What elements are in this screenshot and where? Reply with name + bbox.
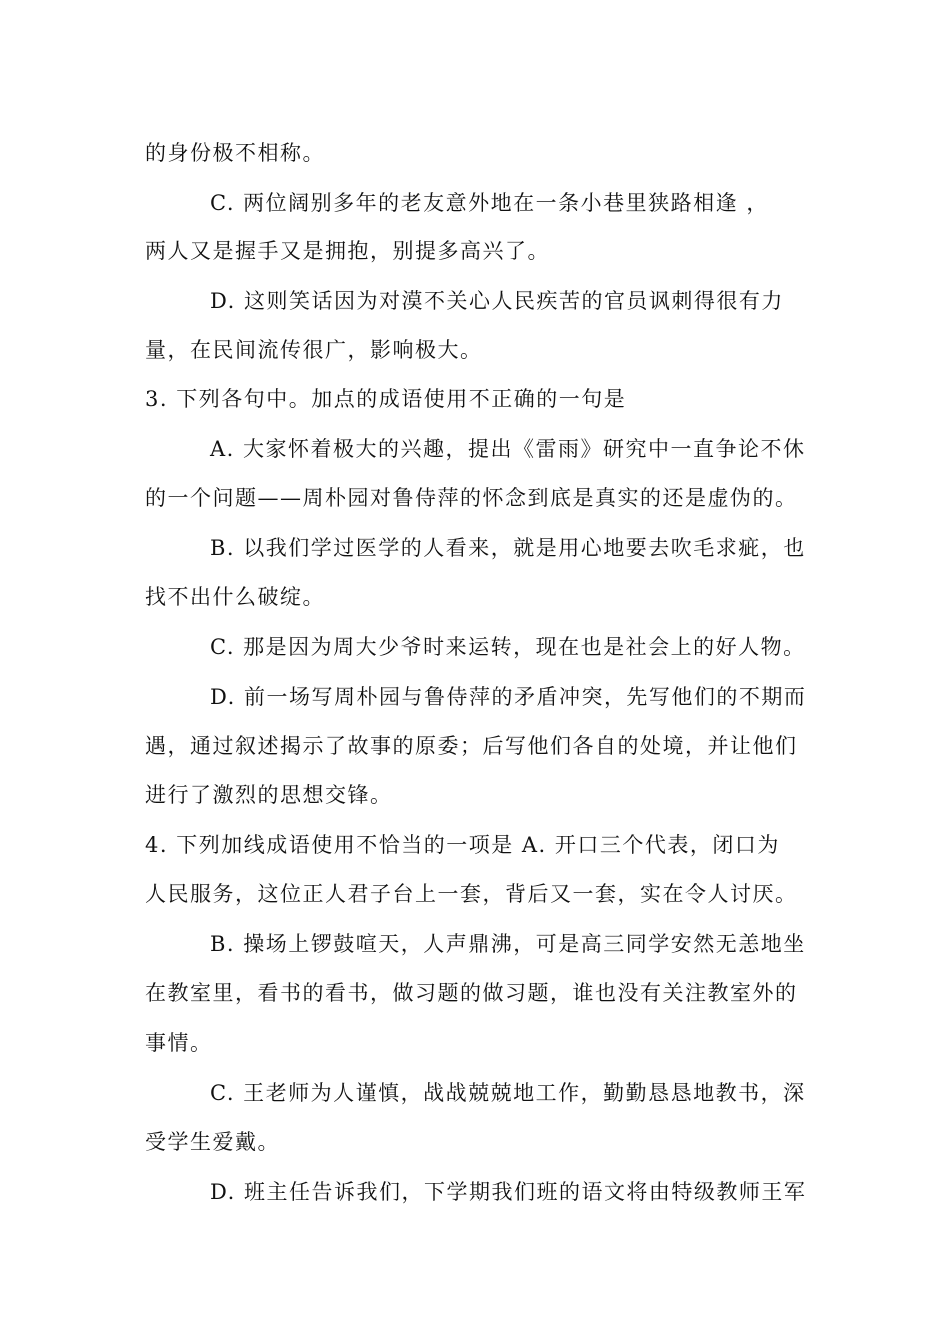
q4-option-d: D. 班主任告诉我们，下学期我们班的语文将由特级教师王军 [210, 1180, 807, 1204]
question-4-stem: 4. 下列加线成语使用不恰当的一项是 A. 开口三个代表，闭口为 [145, 833, 780, 857]
q3-option-d: D. 前一场写周朴园与鲁侍萍的矛盾冲突，先写他们的不期而 [210, 685, 807, 709]
q2-option-c: C. 两位阔别多年的老友意外地在一条小巷里狭路相逢 ， [210, 191, 769, 215]
q3-option-a: A. 大家怀着极大的兴趣，提出《雷雨》研究中一直争论不休 [210, 437, 806, 461]
text-line-continuation: 受学生爱戴。 [145, 1130, 280, 1154]
text-line-continuation: 在教室里，看书的看书，做习题的做习题，谁也没有关注教室外的 [145, 981, 798, 1005]
q3-option-c: C. 那是因为周大少爷时来运转，现在也是社会上的好人物。 [210, 635, 806, 659]
text-line-continuation: 找不出什么破绽。 [145, 585, 325, 609]
text-line-continuation: 事情。 [145, 1031, 213, 1055]
q3-option-b: B. 以我们学过医学的人看来，就是用心地要去吹毛求疵，也 [210, 536, 806, 560]
question-3-stem: 3. 下列各句中。加点的成语使用不正确的一句是 [145, 387, 627, 411]
text-line-continuation: 的身份极不相称。 [145, 141, 325, 165]
text-line-continuation: 进行了激烈的思想交锋。 [145, 783, 393, 807]
text-line-continuation: 人民服务，这位正人君子台上一套，背后又一套，实在令人讨厌。 [145, 882, 798, 906]
q4-option-b: B. 操场上锣鼓喧天，人声鼎沸，可是高三同学安然无恙地坐 [210, 932, 806, 956]
q2-option-d: D. 这则笑话因为对漠不关心人民疾苦的官员讽刺得很有力 [210, 289, 784, 313]
text-line-continuation: 遇，通过叙述揭示了故事的原委；后写他们各自的处境，并让他们 [145, 734, 798, 758]
text-line-continuation: 的一个问题——周朴园对鲁侍萍的怀念到底是真实的还是虚伪的。 [145, 486, 798, 510]
text-line-continuation: 两人又是握手又是拥抱，别提多高兴了。 [145, 239, 550, 263]
text-line-continuation: 量，在民间流传很广，影响极大。 [145, 338, 483, 362]
q4-option-c: C. 王老师为人谨慎，战战兢兢地工作，勤勤恳恳地教书，深 [210, 1081, 806, 1105]
